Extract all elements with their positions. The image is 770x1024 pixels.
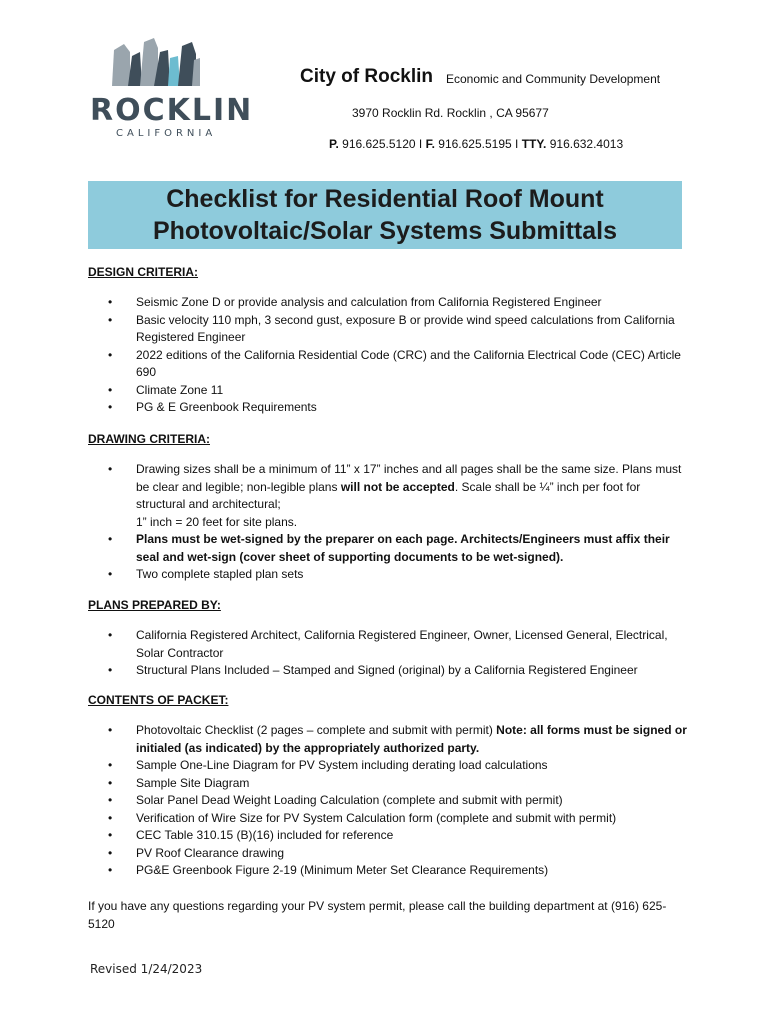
- tty-label: TTY.: [521, 137, 547, 151]
- phone-number: 916.625.5120: [342, 137, 416, 151]
- list-item: [108, 627, 688, 662]
- title-line-2: Photovoltaic/Solar Systems Submittals: [152, 217, 617, 245]
- list-item-text: Seismic Zone D or provide analysis and calculation from California Registered Engineer: [136, 295, 602, 309]
- list-item-text: Two complete stapled plan sets: [136, 567, 304, 581]
- bullet-icon: •: [108, 758, 113, 772]
- bullet-icon: •: [108, 793, 113, 807]
- bullet-icon: •: [108, 775, 113, 790]
- fax-number: 916.625.5195: [438, 137, 512, 151]
- list-item: [108, 312, 688, 347]
- list-item: [108, 775, 688, 793]
- list-item: [108, 399, 688, 417]
- list-item: [108, 294, 688, 312]
- list-item-text: Sample Site Diagram: [136, 775, 250, 790]
- page-title: [153, 183, 617, 247]
- tty-number: 916.632.4013: [549, 137, 624, 151]
- fax-label: F.: [425, 137, 435, 151]
- bullet-icon: •: [108, 295, 113, 309]
- list-item: [108, 566, 688, 584]
- list-item: [108, 531, 688, 566]
- drawing-size-text: Drawing sizes shall be a minimum of 11” x 17” inches and all pages shall be the same size. Plans must be clear and legible; non-legible plans: [136, 462, 682, 494]
- bullet-icon: •: [108, 347, 113, 362]
- list-item-text: 2022 editions of the California Residential Code (CRC) and the California Electrical Code (CEC) Article 690: [136, 347, 681, 379]
- drawing-size-bold: will not be accepted: [340, 479, 455, 494]
- list-item-text: Solar Panel Dead Weight Loading Calculation (complete and submit with permit): [136, 793, 563, 807]
- wet-sign-text: Plans must be wet-signed by the preparer on each page. Architects/Engineers must affix their seal and wet-sign (cover sheet of supporting documents to be wet-signed).: [136, 532, 670, 564]
- bullet-icon: •: [108, 863, 113, 877]
- list-item-text: CEC Table 310.15 (B)(16) included for reference: [136, 828, 394, 842]
- list-item: [108, 722, 688, 757]
- list-item-text: Basic velocity 110 mph, 3 second gust, exposure B or provide wind speed calculations from California Registered Engineer: [136, 312, 675, 344]
- bullet-icon: •: [108, 828, 113, 842]
- title-banner: [88, 181, 682, 249]
- phone-label: P.: [329, 137, 339, 151]
- address: 3970 Rocklin Rd. Rocklin , CA 95677: [352, 106, 549, 120]
- logo-subtitle: CALIFORNIA: [116, 128, 217, 139]
- bullet-icon: •: [108, 567, 113, 581]
- list-item-text: Sample One-Line Diagram for PV System including derating load calculations: [136, 758, 548, 772]
- bullet-icon: •: [108, 628, 113, 642]
- drawing-criteria-heading: DRAWING CRITERIA:: [88, 432, 210, 446]
- list-item: [108, 757, 688, 775]
- bullet-icon: •: [108, 400, 113, 414]
- city-name: City of Rocklin: [300, 66, 434, 87]
- bullet-icon: •: [108, 810, 113, 825]
- list-item: [108, 792, 688, 810]
- list-item-text: PG & E Greenbook Requirements: [136, 400, 317, 414]
- list-item: [108, 810, 688, 828]
- design-criteria-list: [108, 294, 688, 417]
- list-item-text: Climate Zone 11: [136, 382, 224, 397]
- drawing-criteria-list: [108, 461, 688, 584]
- list-item: [108, 827, 688, 845]
- list-item: [108, 862, 688, 880]
- title-line-1: Checklist for Residential Roof Mount: [166, 185, 604, 213]
- list-item-text: California Registered Architect, California Registered Engineer, Owner, Licensed General, Electrical, Solar Contractor: [136, 628, 668, 660]
- contact-numbers: [329, 137, 623, 151]
- revision-date: Revised 1/24/2023: [90, 962, 203, 976]
- list-item-text: PG&E Greenbook Figure 2-19 (Minimum Meter Set Clearance Requirements): [136, 863, 549, 877]
- site-plan-scale-text: 1” inch = 20 feet for site plans.: [136, 514, 298, 529]
- separator: I: [418, 137, 423, 151]
- list-item-text: PV Roof Clearance drawing: [136, 845, 285, 860]
- drawing-scale-text: . Scale shall be ¼” inch per foot for structural and architectural;: [136, 479, 641, 511]
- design-criteria-heading: DESIGN CRITERIA:: [88, 265, 199, 279]
- list-item-text: Structural Plans Included – Stamped and Signed (original) by a California Registered Engineer: [136, 663, 638, 677]
- separator: I: [515, 137, 519, 151]
- contents-of-packet-list: [108, 722, 688, 880]
- bullet-icon: •: [108, 382, 113, 397]
- plans-prepared-list: [108, 627, 688, 680]
- rocklin-logo-mark: [112, 38, 200, 86]
- logo-wordmark: ROCKLIN: [90, 93, 254, 128]
- list-item: [108, 461, 688, 531]
- plans-prepared-heading: PLANS PREPARED BY:: [88, 598, 221, 612]
- list-item: [108, 347, 688, 382]
- forms-note: Note: all forms must be signed or initialed (as indicated) by the appropriately authorized party.: [136, 723, 687, 755]
- contents-of-packet-heading: CONTENTS OF PACKET:: [88, 693, 229, 707]
- bullet-icon: •: [108, 532, 113, 546]
- list-item: [108, 662, 688, 680]
- checklist-text: Photovoltaic Checklist (2 pages – complete and submit with permit): [136, 723, 497, 737]
- department-name: Economic and Community Development: [446, 72, 661, 86]
- bullet-icon: •: [108, 723, 113, 737]
- list-item: [108, 382, 688, 400]
- bullet-icon: •: [108, 663, 113, 677]
- list-item: [108, 845, 688, 863]
- bullet-icon: •: [108, 845, 113, 860]
- bullet-icon: •: [108, 312, 113, 327]
- list-item-text: Verification of Wire Size for PV System Calculation form (complete and submit with permit): [136, 810, 617, 825]
- bullet-icon: •: [108, 462, 113, 476]
- closing-paragraph: If you have any questions regarding your PV system permit, please call the building department at (916) 625-5120: [88, 899, 667, 931]
